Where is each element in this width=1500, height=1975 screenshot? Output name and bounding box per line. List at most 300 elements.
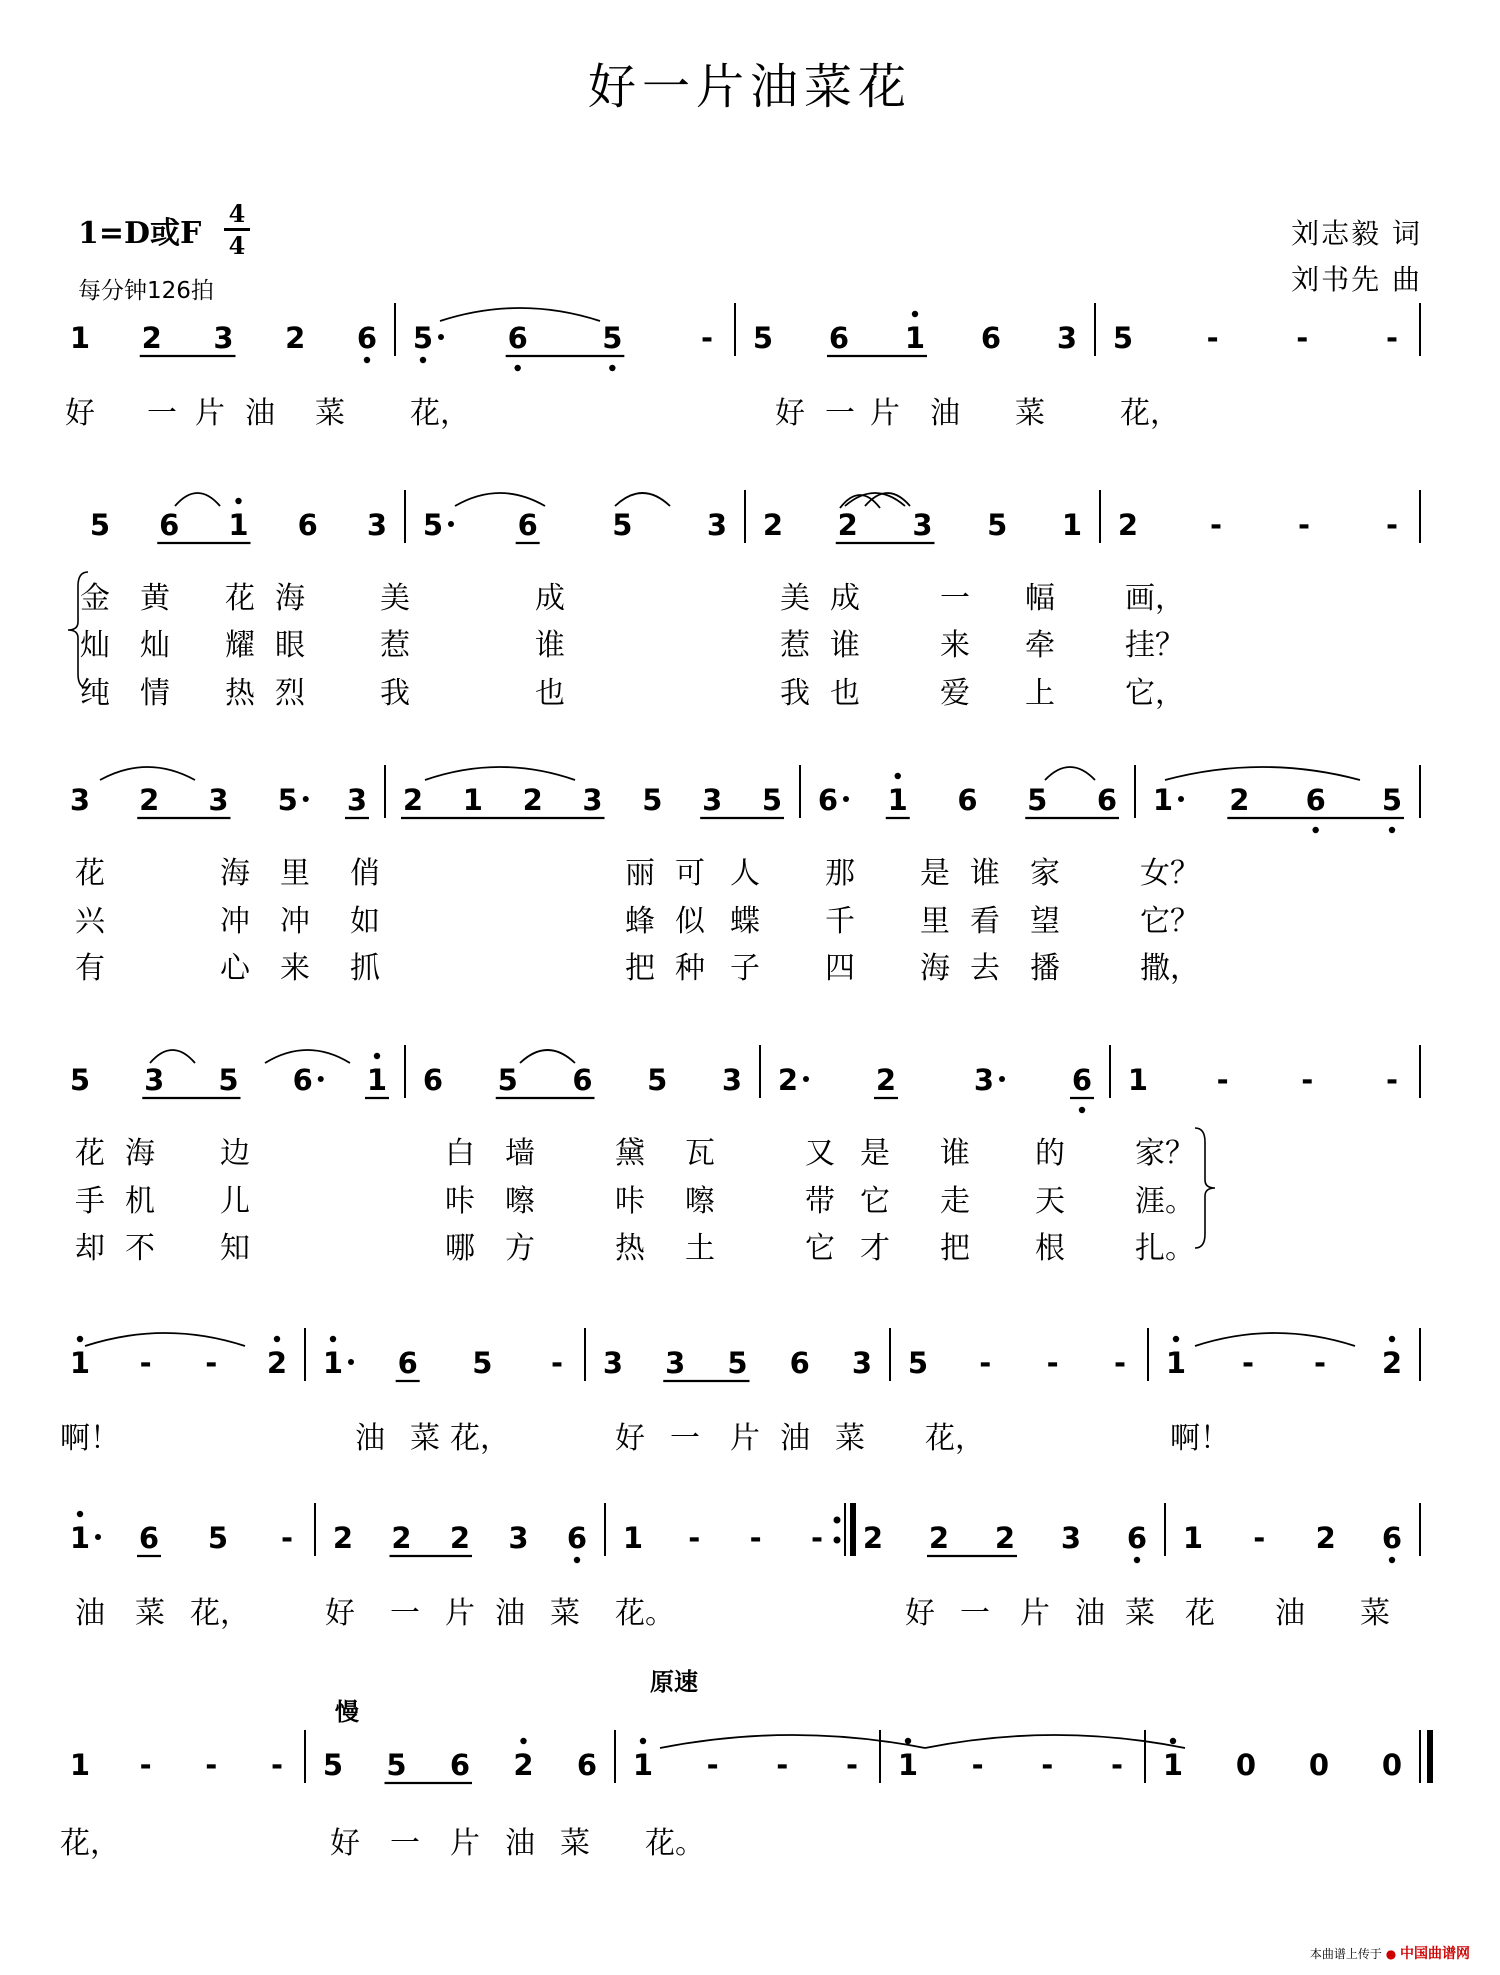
slur bbox=[440, 308, 600, 321]
lyric-syllable: 也 bbox=[830, 676, 860, 711]
lyric-syllable: 热 bbox=[615, 1231, 645, 1266]
lyric-syllable: 咔 bbox=[445, 1184, 475, 1219]
lyric-syllable: 油 bbox=[245, 396, 275, 431]
lyric-syllable: 我 bbox=[380, 676, 410, 711]
lyric-syllable: 谁 bbox=[970, 856, 1000, 891]
note: - bbox=[706, 1748, 719, 1782]
lyric-syllable: 画， bbox=[1125, 581, 1185, 616]
lyric-syllable: 油 bbox=[1275, 1596, 1305, 1631]
lyric-syllable: 幅 bbox=[1025, 581, 1055, 616]
note: 1 bbox=[897, 1748, 919, 1782]
lyric-syllable: 牵 bbox=[1025, 628, 1055, 663]
note: 1 bbox=[1127, 1063, 1149, 1097]
note: 5 bbox=[752, 321, 774, 355]
lyric-syllable: 黛 bbox=[615, 1136, 645, 1171]
note: 6 bbox=[356, 321, 378, 355]
lyric-syllable: 美 bbox=[380, 581, 410, 616]
lyric-syllable: 咔 bbox=[615, 1184, 645, 1219]
note: - bbox=[280, 1521, 294, 1555]
lyric-syllable: 冲 bbox=[220, 904, 250, 939]
lyric-syllable: 看 bbox=[970, 904, 1000, 939]
lyric-syllable: 海 bbox=[125, 1136, 155, 1171]
note: 6 bbox=[572, 1063, 593, 1097]
lyric-syllable: 蝶 bbox=[730, 904, 760, 939]
time-signature-top: 4 bbox=[228, 199, 246, 228]
note: - bbox=[1241, 1346, 1255, 1380]
lyric-syllable: 谁 bbox=[940, 1136, 970, 1171]
lyric-syllable: 来 bbox=[940, 628, 970, 663]
note: 1 bbox=[904, 321, 926, 355]
lyric-syllable: 它？ bbox=[1140, 904, 1200, 939]
lyric-syllable: 一 bbox=[390, 1826, 420, 1861]
system-7 bbox=[70, 1730, 1430, 1783]
slur bbox=[455, 493, 545, 506]
lyric-syllable: 灿 bbox=[140, 628, 170, 663]
note: - bbox=[1046, 1346, 1059, 1380]
lyric-syllable: 心 bbox=[220, 951, 250, 986]
lyric-syllable: 如 bbox=[350, 904, 380, 939]
note: 5 bbox=[89, 508, 111, 542]
lyric-syllable: 油 bbox=[505, 1826, 535, 1861]
note: 5 bbox=[277, 783, 298, 817]
lyric-syllable: 花 bbox=[225, 581, 255, 616]
slur bbox=[175, 493, 220, 506]
slur bbox=[85, 1333, 245, 1346]
lyric-syllable: 种 bbox=[675, 951, 705, 986]
lyric-syllable: 海 bbox=[920, 951, 950, 986]
lyric-syllable: 它， bbox=[1125, 676, 1185, 711]
lyric-syllable: 海 bbox=[220, 856, 250, 891]
lyric-syllable: 花， bbox=[190, 1596, 250, 1631]
lyric-syllable: 一 bbox=[670, 1421, 700, 1456]
low-octave-dot bbox=[364, 357, 370, 363]
lyric-syllable: 家？ bbox=[1135, 1136, 1195, 1171]
lyric-syllable: 片 bbox=[445, 1596, 475, 1631]
high-octave-dot bbox=[330, 1336, 336, 1342]
note: 3 bbox=[912, 508, 933, 542]
high-octave-dot bbox=[520, 1738, 526, 1744]
note: 5 bbox=[472, 1346, 493, 1380]
note: 6 bbox=[138, 1521, 160, 1555]
note: - bbox=[205, 1346, 218, 1380]
note: - bbox=[1296, 321, 1309, 355]
lyric-syllable: 涯。 bbox=[1135, 1184, 1195, 1219]
note: 3 bbox=[721, 1063, 743, 1097]
note: - bbox=[979, 1346, 992, 1380]
lyric-syllable: 好 bbox=[775, 396, 805, 431]
lyric-syllable: 好 bbox=[905, 1596, 935, 1631]
high-octave-dot bbox=[77, 1336, 83, 1342]
low-octave-dot bbox=[1389, 827, 1395, 833]
note: 1 bbox=[462, 783, 483, 817]
slur bbox=[1045, 767, 1095, 780]
note: 1 bbox=[322, 1346, 344, 1380]
note: 5 bbox=[642, 783, 663, 817]
note: 3 bbox=[1060, 1521, 1082, 1555]
lyric-syllable: 一 bbox=[390, 1596, 420, 1631]
high-octave-dot bbox=[374, 1053, 380, 1059]
key-signature: 1=D或F bbox=[78, 216, 202, 251]
note: 2 bbox=[1117, 508, 1139, 542]
note: - bbox=[1041, 1748, 1054, 1782]
note: 6 bbox=[957, 783, 978, 817]
lyric-syllable: 把 bbox=[625, 951, 655, 986]
lyric-syllable: 才 bbox=[860, 1231, 890, 1266]
lyric-syllable: 油 bbox=[355, 1421, 385, 1456]
lyric-syllable: 花。 bbox=[615, 1596, 675, 1631]
note: 2 bbox=[777, 1063, 799, 1097]
note: - bbox=[205, 1748, 218, 1782]
note: 3 bbox=[706, 508, 728, 542]
lyric-syllable: 又 bbox=[805, 1136, 835, 1171]
lyric-syllable: 情 bbox=[140, 676, 170, 711]
lyric-syllable: 菜 bbox=[835, 1421, 865, 1456]
high-octave-dot bbox=[1389, 1336, 1395, 1342]
note: - bbox=[1313, 1346, 1327, 1380]
lyric-syllable: 花 bbox=[1185, 1596, 1215, 1631]
lyric-syllable: 它 bbox=[860, 1184, 890, 1219]
augmentation-dot bbox=[95, 1534, 101, 1540]
lyric-syllable: 菜 bbox=[135, 1596, 165, 1631]
lyric-syllable: 不 bbox=[125, 1231, 155, 1266]
note: 1 bbox=[622, 1521, 644, 1555]
note: 2 bbox=[1381, 1346, 1403, 1380]
lyric-syllable: 望 bbox=[1030, 904, 1060, 939]
note: - bbox=[845, 1748, 859, 1782]
note: - bbox=[1385, 1063, 1399, 1097]
lyric-syllable: 瓦 bbox=[685, 1136, 715, 1171]
note: 3 bbox=[1056, 321, 1078, 355]
note: 2 bbox=[994, 1521, 1016, 1555]
augmentation-dot bbox=[999, 1076, 1005, 1082]
time-signature-bottom: 4 bbox=[228, 231, 246, 260]
lyric-syllable: 啊！ bbox=[60, 1421, 120, 1456]
note: 2 bbox=[928, 1521, 950, 1555]
lyric-syllable: 方 bbox=[505, 1231, 535, 1266]
high-octave-dot bbox=[77, 1511, 83, 1517]
slur bbox=[1195, 1333, 1355, 1346]
lyric-syllable: 菜 bbox=[560, 1826, 590, 1861]
note: - bbox=[1209, 508, 1223, 542]
lyric-syllable: 谁 bbox=[830, 628, 860, 663]
note: 2 bbox=[139, 783, 160, 817]
note: 6 bbox=[297, 508, 318, 542]
lyric-syllable: 谁 bbox=[535, 628, 565, 663]
note: 2 bbox=[875, 1063, 897, 1097]
note: 6 bbox=[1305, 783, 1326, 817]
note: 1 bbox=[1162, 1748, 1184, 1782]
low-octave-dot bbox=[1134, 1557, 1140, 1563]
note: 2 bbox=[513, 1748, 534, 1782]
lyric-syllable: 冲 bbox=[280, 904, 310, 939]
note: - bbox=[1301, 1063, 1314, 1097]
augmentation-dot bbox=[1178, 796, 1184, 802]
note: 3 bbox=[702, 783, 723, 817]
lyric-syllable: 黄 bbox=[140, 581, 170, 616]
note: 0 bbox=[1308, 1748, 1330, 1782]
verse-brace-right bbox=[1195, 1128, 1215, 1248]
note: 1 bbox=[1152, 783, 1174, 817]
note: - bbox=[700, 321, 714, 355]
system-5 bbox=[70, 1328, 1420, 1381]
note: 1 bbox=[1061, 508, 1083, 542]
note: 6 bbox=[397, 1346, 418, 1380]
lyric-syllable: 丽 bbox=[625, 856, 655, 891]
note: 6 bbox=[566, 1521, 588, 1555]
high-octave-dot bbox=[1173, 1336, 1179, 1342]
note: 1 bbox=[69, 321, 91, 355]
augmentation-dot bbox=[348, 1359, 354, 1365]
lyric-syllable: 爱 bbox=[940, 676, 970, 711]
augmentation-dot bbox=[803, 1076, 809, 1082]
note: 3 bbox=[144, 1063, 165, 1097]
lyric-syllable: 菜 bbox=[1015, 396, 1045, 431]
lyric-syllable: 片 bbox=[870, 396, 900, 431]
note: 1 bbox=[887, 783, 908, 817]
augmentation-dot bbox=[843, 796, 849, 802]
note: 5 bbox=[422, 508, 444, 542]
footer bbox=[1310, 1943, 1470, 1963]
lyric-syllable: 花， bbox=[410, 396, 470, 431]
slur bbox=[100, 767, 195, 780]
note: 6 bbox=[507, 321, 528, 355]
lyric-syllable: 菜 bbox=[550, 1596, 580, 1631]
original-tempo-marking: 原速 bbox=[650, 1668, 698, 1696]
augmentation-dot bbox=[438, 334, 444, 340]
note: - bbox=[139, 1748, 152, 1782]
lyric-syllable: 片 bbox=[730, 1421, 760, 1456]
lyric-syllable: 机 bbox=[125, 1184, 155, 1219]
lyric-syllable: 手 bbox=[75, 1184, 105, 1219]
note: 6 bbox=[789, 1346, 810, 1380]
lyric-syllable: 里 bbox=[280, 856, 310, 891]
note: 5 bbox=[218, 1063, 239, 1097]
lyric-syllable: 花， bbox=[450, 1421, 510, 1456]
note: 2 bbox=[1315, 1521, 1336, 1555]
lyric-syllable: 是 bbox=[920, 856, 950, 891]
lyric-syllable: 千 bbox=[825, 904, 855, 939]
note: - bbox=[810, 1521, 824, 1555]
note: 1 bbox=[632, 1748, 654, 1782]
lyric-syllable: 的 bbox=[1035, 1136, 1065, 1171]
low-octave-dot bbox=[1312, 827, 1318, 833]
note: 6 bbox=[980, 321, 1002, 355]
note: - bbox=[270, 1748, 284, 1782]
lyric-syllable: 油 bbox=[495, 1596, 525, 1631]
lyric-syllable: 热 bbox=[225, 676, 255, 711]
lyric-syllable: 哪 bbox=[445, 1231, 475, 1266]
lyric-syllable: 花， bbox=[1120, 396, 1180, 431]
note: 5 bbox=[727, 1346, 748, 1380]
lyric-syllable: 菜 bbox=[1125, 1596, 1155, 1631]
note: - bbox=[749, 1521, 762, 1555]
lyric-syllable: 人 bbox=[730, 856, 760, 891]
note: 5 bbox=[612, 508, 633, 542]
note: 1 bbox=[1165, 1346, 1187, 1380]
slur bbox=[520, 1050, 575, 1063]
lyric-syllable: 墙 bbox=[505, 1136, 535, 1171]
lyric-syllable: 片 bbox=[1020, 1596, 1050, 1631]
tempo-marking: 每分钟126拍 bbox=[78, 278, 214, 304]
note: 2 bbox=[522, 783, 543, 817]
note: 5 bbox=[322, 1748, 344, 1782]
lyric-syllable: 纯 bbox=[80, 676, 110, 711]
low-octave-dot bbox=[574, 1557, 580, 1563]
lyric-syllable: 好 bbox=[65, 396, 95, 431]
lyric-syllable: 家 bbox=[1030, 856, 1060, 891]
lyric-syllable: 一 bbox=[940, 581, 970, 616]
lyric-syllable: 好 bbox=[330, 1826, 360, 1861]
note: 3 bbox=[208, 783, 229, 817]
lyric-syllable: 来 bbox=[280, 951, 310, 986]
lyric-syllable: 土 bbox=[685, 1231, 715, 1266]
high-octave-dot bbox=[274, 1336, 280, 1342]
lyric-syllable: 根 bbox=[1035, 1231, 1065, 1266]
lyric-syllable: 油 bbox=[780, 1421, 810, 1456]
note: 2 bbox=[762, 508, 784, 542]
lyric-syllable: 白 bbox=[445, 1136, 475, 1171]
note: 5 bbox=[69, 1063, 91, 1097]
repeat-dot bbox=[834, 1517, 841, 1524]
lyric-syllable: 女？ bbox=[1140, 856, 1200, 891]
note: 2 bbox=[332, 1521, 354, 1555]
lyric-syllable: 扎。 bbox=[1135, 1231, 1195, 1266]
lyric-syllable: 儿 bbox=[220, 1184, 250, 1219]
lyric-syllable: 子 bbox=[730, 951, 760, 986]
note: 1 bbox=[366, 1063, 388, 1097]
lyric-syllable: 可 bbox=[675, 856, 705, 891]
note: 6 bbox=[1381, 1521, 1403, 1555]
high-octave-dot bbox=[895, 773, 901, 779]
note: 6 bbox=[159, 508, 180, 542]
note: 3 bbox=[973, 1063, 995, 1097]
note: 5 bbox=[907, 1346, 929, 1380]
lyric-syllable: 兴 bbox=[75, 904, 105, 939]
lyric-syllable: 花 bbox=[75, 1136, 105, 1171]
lyric-syllable: 惹 bbox=[780, 628, 810, 663]
lyric-syllable: 花， bbox=[925, 1421, 985, 1456]
note: - bbox=[688, 1521, 701, 1555]
note: - bbox=[1216, 1063, 1229, 1097]
note: 6 bbox=[517, 508, 538, 542]
lyric-syllable: 有 bbox=[75, 951, 105, 986]
lyric-syllable: 海 bbox=[275, 581, 305, 616]
lyric-syllable: 知 bbox=[220, 1231, 250, 1266]
lyric-syllable: 油 bbox=[1075, 1596, 1105, 1631]
note: 5 bbox=[1112, 321, 1134, 355]
note: 3 bbox=[213, 321, 234, 355]
lyric-syllable: 成 bbox=[830, 581, 860, 616]
system-1 bbox=[70, 303, 1420, 371]
note: 6 bbox=[292, 1063, 313, 1097]
augmentation-dot bbox=[303, 796, 309, 802]
note: 0 bbox=[1235, 1748, 1257, 1782]
lyric-syllable: 惹 bbox=[380, 628, 410, 663]
augmentation-dot bbox=[318, 1076, 324, 1082]
note: 5 bbox=[647, 1063, 668, 1097]
lyric-syllable: 上 bbox=[1025, 676, 1055, 711]
note: 6 bbox=[422, 1063, 444, 1097]
note: 6 bbox=[817, 783, 839, 817]
lyric-syllable: 油 bbox=[930, 396, 960, 431]
augmentation-dot bbox=[448, 521, 454, 527]
note: 5 bbox=[1027, 783, 1048, 817]
repeat-dot bbox=[834, 1537, 841, 1544]
footer-site-name[interactable]: 中国曲谱网 bbox=[1400, 1946, 1470, 1962]
slur bbox=[150, 1050, 195, 1063]
slur bbox=[265, 1050, 350, 1063]
note: - bbox=[971, 1748, 984, 1782]
note: 3 bbox=[665, 1346, 686, 1380]
lyric-syllable: 片 bbox=[450, 1826, 480, 1861]
lyric-syllable: 带 bbox=[805, 1184, 835, 1219]
low-octave-dot bbox=[609, 365, 615, 371]
note: 3 bbox=[602, 1346, 624, 1380]
lyric-syllable: 蜂 bbox=[625, 904, 655, 939]
note: 6 bbox=[449, 1748, 471, 1782]
note: 2 bbox=[1229, 783, 1250, 817]
note: 1 bbox=[228, 508, 249, 542]
low-octave-dot bbox=[514, 365, 520, 371]
lyric-syllable: 一 bbox=[825, 396, 855, 431]
note: 6 bbox=[1071, 1063, 1093, 1097]
note: - bbox=[1206, 321, 1219, 355]
note: - bbox=[1385, 508, 1399, 542]
lyric-syllable: 灿 bbox=[80, 628, 110, 663]
note: - bbox=[550, 1346, 564, 1380]
high-octave-dot bbox=[912, 311, 918, 317]
high-octave-dot bbox=[905, 1738, 911, 1744]
note: 2 bbox=[862, 1521, 884, 1555]
site-logo-icon: ● bbox=[1385, 1947, 1397, 1961]
note: - bbox=[1297, 508, 1311, 542]
slur bbox=[615, 493, 670, 506]
note: 2 bbox=[449, 1521, 471, 1555]
system-3 bbox=[70, 765, 1420, 833]
lyric-syllable: 嚓 bbox=[505, 1184, 535, 1219]
note: - bbox=[139, 1346, 152, 1380]
lyric-syllable: 菜 bbox=[410, 1421, 440, 1456]
lyric-syllable: 也 bbox=[535, 676, 565, 711]
high-octave-dot bbox=[235, 498, 241, 504]
slow-marking: 慢 bbox=[335, 1698, 359, 1726]
lyric-syllable: 我 bbox=[780, 676, 810, 711]
note: 5 bbox=[386, 1748, 407, 1782]
lyric-syllable: 烈 bbox=[275, 676, 305, 711]
note: 3 bbox=[851, 1346, 873, 1380]
note: 2 bbox=[402, 783, 424, 817]
lyric-syllable: 菜 bbox=[1360, 1596, 1390, 1631]
slur bbox=[1165, 767, 1360, 780]
note: 1 bbox=[1182, 1521, 1204, 1555]
note: 5 bbox=[1381, 783, 1403, 817]
lyric-syllable: 那 bbox=[825, 856, 855, 891]
low-octave-dot bbox=[1079, 1107, 1085, 1113]
page-title: 好一片油菜花 bbox=[587, 59, 912, 115]
note: 2 bbox=[391, 1521, 412, 1555]
note: 0 bbox=[1381, 1748, 1403, 1782]
note: 2 bbox=[837, 508, 858, 542]
note: 3 bbox=[366, 508, 388, 542]
low-octave-dot bbox=[1389, 1557, 1395, 1563]
note: - bbox=[1253, 1521, 1266, 1555]
lyric-syllable: 去 bbox=[970, 951, 1000, 986]
low-octave-dot bbox=[420, 357, 426, 363]
slur bbox=[660, 1735, 925, 1748]
note: 1 bbox=[69, 1521, 91, 1555]
lyric-syllable: 金 bbox=[80, 581, 110, 616]
composer-credit: 刘书先 曲 bbox=[1291, 263, 1422, 296]
